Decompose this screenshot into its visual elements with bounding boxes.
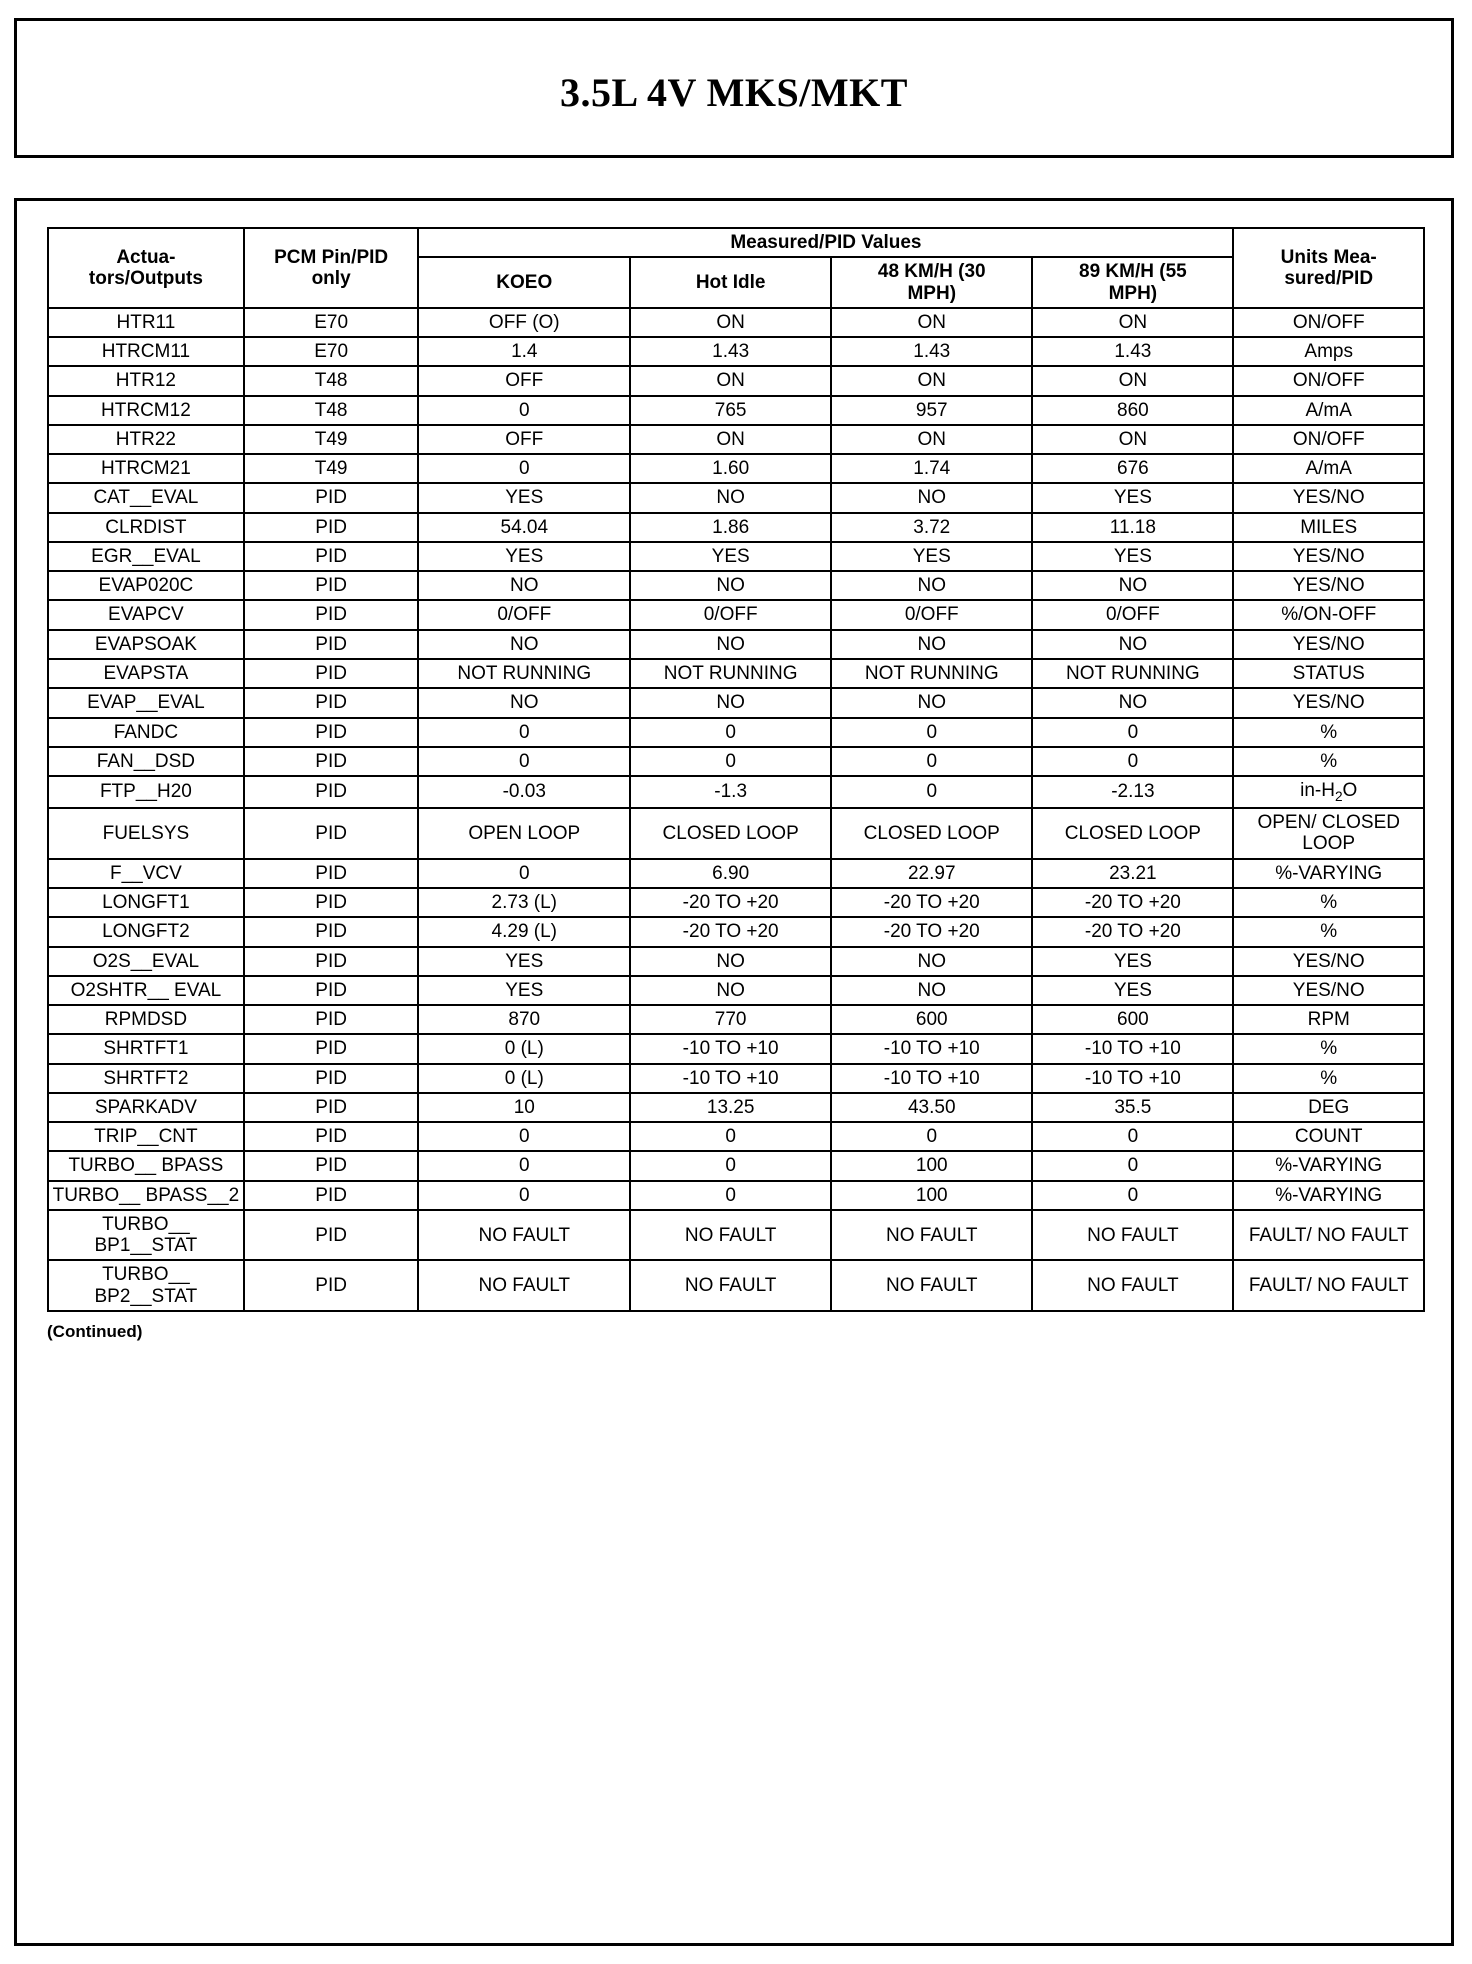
cell-units: % <box>1233 917 1424 946</box>
cell-48kmh: 0 <box>831 747 1032 776</box>
cell-48kmh: NO <box>831 688 1032 717</box>
cell-89kmh: -10 TO +10 <box>1032 1064 1233 1093</box>
cell-pcm-pin: PID <box>244 630 419 659</box>
cell-units: FAULT/ NO FAULT <box>1233 1210 1424 1261</box>
cell-89kmh: NOT RUNNING <box>1032 659 1233 688</box>
cell-89kmh: YES <box>1032 947 1233 976</box>
cell-actuator-name: FUELSYS <box>48 808 244 859</box>
cell-koeo: 54.04 <box>418 513 630 542</box>
cell-actuator-name: SHRTFT1 <box>48 1034 244 1063</box>
cell-89kmh: 0 <box>1032 1181 1233 1210</box>
cell-89kmh: -20 TO +20 <box>1032 917 1233 946</box>
cell-actuator-name: HTR11 <box>48 308 244 337</box>
cell-units: YES/NO <box>1233 483 1424 512</box>
cell-koeo: OPEN LOOP <box>418 808 630 859</box>
cell-koeo: NO <box>418 571 630 600</box>
cell-48kmh: YES <box>831 542 1032 571</box>
cell-units: %-VARYING <box>1233 1151 1424 1180</box>
cell-48kmh: 100 <box>831 1151 1032 1180</box>
cell-koeo: 10 <box>418 1093 630 1122</box>
table-row <box>48 1260 1424 1311</box>
cell-units: STATUS <box>1233 659 1424 688</box>
cell-hot-idle: NO <box>630 630 831 659</box>
cell-units: %/ON-OFF <box>1233 600 1424 629</box>
cell-koeo: OFF <box>418 425 630 454</box>
column-header-48kmh-line2: MPH) <box>907 282 957 304</box>
cell-koeo: 0 <box>418 1181 630 1210</box>
cell-pcm-pin: PID <box>244 976 419 1005</box>
cell-koeo: 0 <box>418 454 630 483</box>
cell-units: %-VARYING <box>1233 1181 1424 1210</box>
cell-hot-idle: -1.3 <box>630 776 831 808</box>
table-row <box>48 1210 1424 1261</box>
cell-pcm-pin: T48 <box>244 396 419 425</box>
cell-48kmh: -20 TO +20 <box>831 917 1032 946</box>
cell-units: % <box>1233 747 1424 776</box>
table-row <box>48 513 1424 542</box>
cell-48kmh: -10 TO +10 <box>831 1034 1032 1063</box>
cell-hot-idle: 770 <box>630 1005 831 1034</box>
cell-koeo: 0 <box>418 396 630 425</box>
cell-48kmh: 0 <box>831 776 1032 808</box>
cell-units: OPEN/ CLOSED LOOP <box>1233 808 1424 859</box>
column-header-48kmh <box>831 257 1032 308</box>
cell-48kmh: NO <box>831 947 1032 976</box>
cell-89kmh: YES <box>1032 976 1233 1005</box>
cell-hot-idle: 0 <box>630 718 831 747</box>
cell-48kmh: 1.43 <box>831 337 1032 366</box>
cell-units: YES/NO <box>1233 976 1424 1005</box>
cell-actuator-name: EVAP020C <box>48 571 244 600</box>
table-row <box>48 976 1424 1005</box>
cell-89kmh: -20 TO +20 <box>1032 888 1233 917</box>
table-row <box>48 337 1424 366</box>
cell-pcm-pin: T48 <box>244 366 419 395</box>
cell-pcm-pin: PID <box>244 917 419 946</box>
cell-48kmh: ON <box>831 366 1032 395</box>
cell-48kmh: NO <box>831 571 1032 600</box>
cell-koeo: 0 <box>418 859 630 888</box>
table-row <box>48 888 1424 917</box>
cell-units: COUNT <box>1233 1122 1424 1151</box>
cell-48kmh: 0/OFF <box>831 600 1032 629</box>
cell-pcm-pin: PID <box>244 1034 419 1063</box>
cell-pcm-pin: PID <box>244 776 419 808</box>
column-header-pcm-line2: only <box>311 267 351 289</box>
column-header-units-line2: sured/PID <box>1284 267 1374 289</box>
cell-48kmh: NO FAULT <box>831 1260 1032 1311</box>
table-row <box>48 1064 1424 1093</box>
cell-koeo: 0 <box>418 1151 630 1180</box>
cell-actuator-name: LONGFT1 <box>48 888 244 917</box>
cell-actuator-name: TURBO__ BP1__STAT <box>48 1210 244 1261</box>
table-row <box>48 483 1424 512</box>
cell-koeo: 1.4 <box>418 337 630 366</box>
table-row <box>48 542 1424 571</box>
column-header-units-line1: Units Mea- <box>1280 246 1377 268</box>
cell-hot-idle: NO <box>630 688 831 717</box>
cell-koeo: YES <box>418 976 630 1005</box>
cell-pcm-pin: E70 <box>244 308 419 337</box>
cell-hot-idle: 1.43 <box>630 337 831 366</box>
cell-hot-idle: 0 <box>630 747 831 776</box>
cell-hot-idle: 0 <box>630 1122 831 1151</box>
cell-koeo: YES <box>418 542 630 571</box>
cell-pcm-pin: PID <box>244 747 419 776</box>
cell-actuator-name: HTRCM12 <box>48 396 244 425</box>
cell-units: RPM <box>1233 1005 1424 1034</box>
cell-pcm-pin: PID <box>244 947 419 976</box>
cell-actuator-name: TURBO__ BP2__STAT <box>48 1260 244 1311</box>
cell-hot-idle: 0 <box>630 1181 831 1210</box>
cell-hot-idle: 0/OFF <box>630 600 831 629</box>
title-box <box>14 18 1454 158</box>
cell-koeo: -0.03 <box>418 776 630 808</box>
cell-units: A/mA <box>1233 396 1424 425</box>
cell-hot-idle: 765 <box>630 396 831 425</box>
cell-actuator-name: EVAPSTA <box>48 659 244 688</box>
cell-pcm-pin: PID <box>244 1260 419 1311</box>
cell-units: ON/OFF <box>1233 308 1424 337</box>
cell-hot-idle: NO <box>630 483 831 512</box>
table-header-row-1 <box>48 228 1424 257</box>
table-row <box>48 747 1424 776</box>
cell-pcm-pin: PID <box>244 808 419 859</box>
cell-koeo: 0 <box>418 1122 630 1151</box>
cell-89kmh: 23.21 <box>1032 859 1233 888</box>
cell-actuator-name: EVAPSOAK <box>48 630 244 659</box>
cell-koeo: 2.73 (L) <box>418 888 630 917</box>
cell-koeo: NO <box>418 630 630 659</box>
cell-48kmh: ON <box>831 308 1032 337</box>
cell-89kmh: CLOSED LOOP <box>1032 808 1233 859</box>
cell-pcm-pin: E70 <box>244 337 419 366</box>
cell-units: % <box>1233 1034 1424 1063</box>
table-row <box>48 1034 1424 1063</box>
table-row <box>48 630 1424 659</box>
cell-actuator-name: EGR__EVAL <box>48 542 244 571</box>
cell-units: YES/NO <box>1233 542 1424 571</box>
cell-units: % <box>1233 888 1424 917</box>
cell-actuator-name: HTRCM21 <box>48 454 244 483</box>
cell-hot-idle: 1.60 <box>630 454 831 483</box>
cell-actuator-name: CLRDIST <box>48 513 244 542</box>
cell-actuator-name: F__VCV <box>48 859 244 888</box>
cell-hot-idle: 13.25 <box>630 1093 831 1122</box>
cell-89kmh: 0 <box>1032 1122 1233 1151</box>
column-header-89kmh-line1: 89 KM/H (55 <box>1079 261 1187 283</box>
column-header-units <box>1233 228 1424 308</box>
cell-89kmh: NO FAULT <box>1032 1210 1233 1261</box>
cell-hot-idle: NO FAULT <box>630 1260 831 1311</box>
cell-units: % <box>1233 718 1424 747</box>
table-row <box>48 718 1424 747</box>
cell-89kmh: 676 <box>1032 454 1233 483</box>
column-header-pcm-pin <box>244 228 419 308</box>
table-row <box>48 571 1424 600</box>
table-container <box>14 198 1454 1946</box>
table-row <box>48 1005 1424 1034</box>
cell-pcm-pin: PID <box>244 1181 419 1210</box>
table-row <box>48 917 1424 946</box>
cell-89kmh: NO <box>1032 688 1233 717</box>
cell-89kmh: NO FAULT <box>1032 1260 1233 1311</box>
column-header-koeo: KOEO <box>418 257 630 308</box>
cell-48kmh: 43.50 <box>831 1093 1032 1122</box>
column-header-48kmh-line1: 48 KM/H (30 <box>877 261 986 283</box>
cell-pcm-pin: PID <box>244 1122 419 1151</box>
column-header-actuators-line1: Actua- <box>116 246 176 268</box>
cell-actuator-name: O2SHTR__ EVAL <box>48 976 244 1005</box>
table-row <box>48 688 1424 717</box>
cell-pcm-pin: PID <box>244 718 419 747</box>
table-row <box>48 1122 1424 1151</box>
cell-pcm-pin: PID <box>244 600 419 629</box>
cell-koeo: YES <box>418 483 630 512</box>
cell-units: YES/NO <box>1233 688 1424 717</box>
cell-pcm-pin: PID <box>244 1093 419 1122</box>
table-row <box>48 1181 1424 1210</box>
cell-pcm-pin: PID <box>244 1005 419 1034</box>
cell-pcm-pin: PID <box>244 859 419 888</box>
cell-pcm-pin: PID <box>244 1151 419 1180</box>
cell-hot-idle: YES <box>630 542 831 571</box>
cell-hot-idle: NO FAULT <box>630 1210 831 1261</box>
cell-89kmh: NO <box>1032 630 1233 659</box>
cell-actuator-name: CAT__EVAL <box>48 483 244 512</box>
cell-units: MILES <box>1233 513 1424 542</box>
cell-hot-idle: ON <box>630 308 831 337</box>
cell-48kmh: -20 TO +20 <box>831 888 1032 917</box>
cell-48kmh: 0 <box>831 1122 1032 1151</box>
cell-pcm-pin: PID <box>244 888 419 917</box>
cell-units: %-VARYING <box>1233 859 1424 888</box>
cell-hot-idle: NO <box>630 947 831 976</box>
cell-89kmh: 35.5 <box>1032 1093 1233 1122</box>
cell-units: ON/OFF <box>1233 366 1424 395</box>
cell-pcm-pin: PID <box>244 1210 419 1261</box>
table-body <box>48 308 1424 1311</box>
cell-actuator-name: TRIP__CNT <box>48 1122 244 1151</box>
cell-actuator-name: FTP__H20 <box>48 776 244 808</box>
cell-units: YES/NO <box>1233 571 1424 600</box>
cell-hot-idle: 0 <box>630 1151 831 1180</box>
cell-pcm-pin: T49 <box>244 454 419 483</box>
cell-actuator-name: SPARKADV <box>48 1093 244 1122</box>
cell-48kmh: CLOSED LOOP <box>831 808 1032 859</box>
column-header-hot-idle: Hot Idle <box>630 257 831 308</box>
cell-89kmh: YES <box>1032 483 1233 512</box>
cell-48kmh: 22.97 <box>831 859 1032 888</box>
cell-hot-idle: -10 TO +10 <box>630 1064 831 1093</box>
cell-koeo: 4.29 (L) <box>418 917 630 946</box>
cell-hot-idle: 1.86 <box>630 513 831 542</box>
cell-koeo: OFF <box>418 366 630 395</box>
cell-units: DEG <box>1233 1093 1424 1122</box>
table-row <box>48 1093 1424 1122</box>
cell-48kmh: NO FAULT <box>831 1210 1032 1261</box>
cell-actuator-name: SHRTFT2 <box>48 1064 244 1093</box>
cell-48kmh: ON <box>831 425 1032 454</box>
column-header-actuators <box>48 228 244 308</box>
cell-actuator-name: HTRCM11 <box>48 337 244 366</box>
cell-hot-idle: NOT RUNNING <box>630 659 831 688</box>
cell-actuator-name: FANDC <box>48 718 244 747</box>
cell-48kmh: NO <box>831 976 1032 1005</box>
cell-89kmh: NO <box>1032 571 1233 600</box>
table-row <box>48 600 1424 629</box>
table-row <box>48 396 1424 425</box>
cell-48kmh: 3.72 <box>831 513 1032 542</box>
column-header-actuators-line2: tors/Outputs <box>88 267 203 289</box>
cell-koeo: 0 <box>418 747 630 776</box>
cell-actuator-name: LONGFT2 <box>48 917 244 946</box>
cell-units: ON/OFF <box>1233 425 1424 454</box>
cell-actuator-name: O2S__EVAL <box>48 947 244 976</box>
table-row <box>48 454 1424 483</box>
cell-units: A/mA <box>1233 454 1424 483</box>
column-header-measured-pid-values: Measured/PID Values <box>418 228 1233 257</box>
cell-48kmh: NO <box>831 483 1032 512</box>
cell-units: YES/NO <box>1233 947 1424 976</box>
cell-pcm-pin: T49 <box>244 425 419 454</box>
table-row <box>48 808 1424 859</box>
cell-hot-idle: -20 TO +20 <box>630 888 831 917</box>
table-row <box>48 776 1424 808</box>
cell-48kmh: 957 <box>831 396 1032 425</box>
cell-koeo: NOT RUNNING <box>418 659 630 688</box>
table-row <box>48 366 1424 395</box>
cell-48kmh: NOT RUNNING <box>831 659 1032 688</box>
column-header-89kmh-line2: MPH) <box>1108 282 1158 304</box>
cell-actuator-name: RPMDSD <box>48 1005 244 1034</box>
cell-hot-idle: ON <box>630 425 831 454</box>
cell-hot-idle: -10 TO +10 <box>630 1034 831 1063</box>
cell-koeo: 0/OFF <box>418 600 630 629</box>
cell-48kmh: 100 <box>831 1181 1032 1210</box>
cell-pcm-pin: PID <box>244 542 419 571</box>
cell-89kmh: 0 <box>1032 1151 1233 1180</box>
cell-koeo: NO FAULT <box>418 1210 630 1261</box>
cell-koeo: YES <box>418 947 630 976</box>
cell-pcm-pin: PID <box>244 483 419 512</box>
table-row <box>48 659 1424 688</box>
cell-89kmh: 0 <box>1032 747 1233 776</box>
cell-89kmh: YES <box>1032 542 1233 571</box>
cell-koeo: OFF (O) <box>418 308 630 337</box>
cell-48kmh: NO <box>831 630 1032 659</box>
cell-pcm-pin: PID <box>244 688 419 717</box>
column-header-89kmh <box>1032 257 1233 308</box>
cell-48kmh: -10 TO +10 <box>831 1064 1032 1093</box>
cell-koeo: 0 (L) <box>418 1034 630 1063</box>
table-row <box>48 947 1424 976</box>
cell-hot-idle: NO <box>630 976 831 1005</box>
cell-koeo: NO FAULT <box>418 1260 630 1311</box>
cell-89kmh: ON <box>1032 308 1233 337</box>
cell-89kmh: 600 <box>1032 1005 1233 1034</box>
cell-actuator-name: FAN__DSD <box>48 747 244 776</box>
cell-89kmh: ON <box>1032 425 1233 454</box>
cell-hot-idle: NO <box>630 571 831 600</box>
cell-actuator-name: TURBO__ BPASS__2 <box>48 1181 244 1210</box>
cell-units: YES/NO <box>1233 630 1424 659</box>
table-row <box>48 425 1424 454</box>
cell-hot-idle: ON <box>630 366 831 395</box>
cell-pcm-pin: PID <box>244 659 419 688</box>
cell-hot-idle: CLOSED LOOP <box>630 808 831 859</box>
cell-hot-idle: -20 TO +20 <box>630 917 831 946</box>
cell-actuator-name: HTR22 <box>48 425 244 454</box>
table-row <box>48 859 1424 888</box>
cell-units: % <box>1233 1064 1424 1093</box>
cell-koeo: NO <box>418 688 630 717</box>
cell-48kmh: 600 <box>831 1005 1032 1034</box>
cell-89kmh: 1.43 <box>1032 337 1233 366</box>
cell-pcm-pin: PID <box>244 513 419 542</box>
cell-actuator-name: HTR12 <box>48 366 244 395</box>
pid-values-table <box>47 227 1425 1312</box>
cell-actuator-name: EVAPCV <box>48 600 244 629</box>
cell-koeo: 870 <box>418 1005 630 1034</box>
cell-hot-idle: 6.90 <box>630 859 831 888</box>
continued-note: (Continued) <box>47 1321 143 1341</box>
cell-48kmh: 0 <box>831 718 1032 747</box>
cell-89kmh: 860 <box>1032 396 1233 425</box>
cell-89kmh: ON <box>1032 366 1233 395</box>
page-title: 3.5L 4V MKS/MKT <box>560 70 908 115</box>
table-row <box>48 1151 1424 1180</box>
cell-units: FAULT/ NO FAULT <box>1233 1260 1424 1311</box>
cell-units: Amps <box>1233 337 1424 366</box>
table-header <box>48 228 1424 308</box>
cell-48kmh: 1.74 <box>831 454 1032 483</box>
cell-actuator-name: TURBO__ BPASS <box>48 1151 244 1180</box>
cell-pcm-pin: PID <box>244 571 419 600</box>
column-header-pcm-line1: PCM Pin/PID <box>274 246 389 268</box>
cell-actuator-name: EVAP__EVAL <box>48 688 244 717</box>
cell-units: $in-H_2O$ <box>1233 776 1424 808</box>
cell-pcm-pin: PID <box>244 1064 419 1093</box>
cell-koeo: 0 <box>418 718 630 747</box>
cell-89kmh: -2.13 <box>1032 776 1233 808</box>
cell-89kmh: 0/OFF <box>1032 600 1233 629</box>
cell-89kmh: -10 TO +10 <box>1032 1034 1233 1063</box>
cell-koeo: 0 (L) <box>418 1064 630 1093</box>
table-row <box>48 308 1424 337</box>
cell-89kmh: 11.18 <box>1032 513 1233 542</box>
cell-89kmh: 0 <box>1032 718 1233 747</box>
